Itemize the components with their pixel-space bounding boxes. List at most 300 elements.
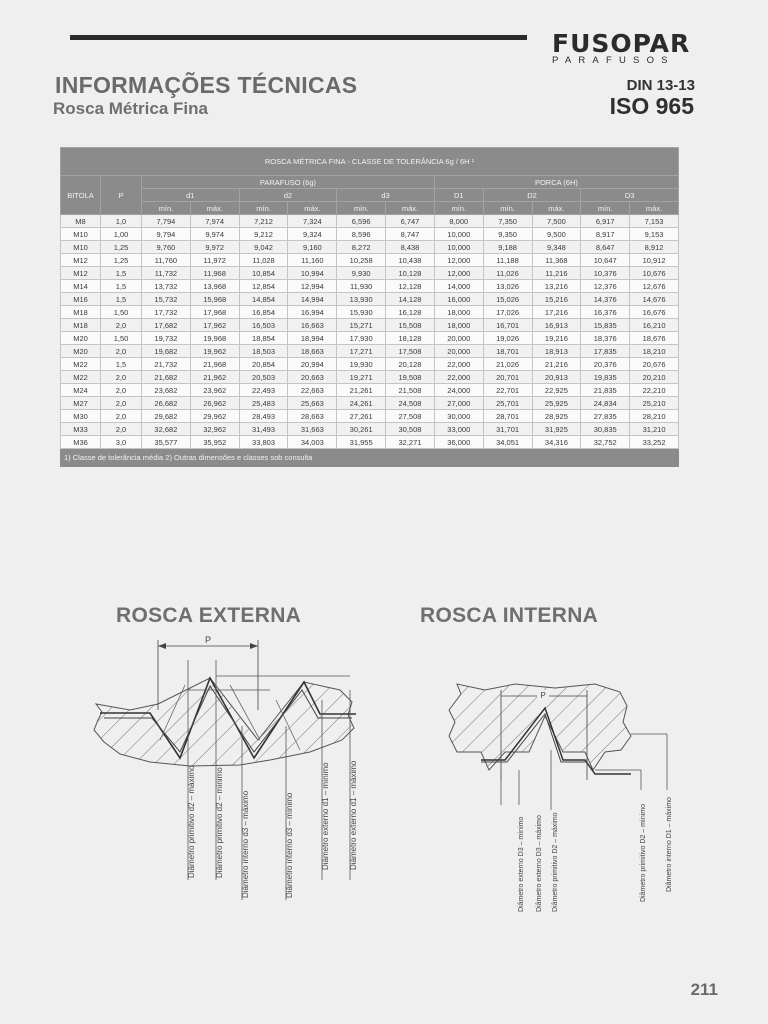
table-cell: M27: [61, 397, 101, 410]
table-cell: 17,732: [142, 306, 191, 319]
table-cell: 15,968: [190, 293, 239, 306]
table-cell: 32,962: [190, 423, 239, 436]
table-cell: 19,732: [142, 332, 191, 345]
table-cell: 18,000: [434, 306, 483, 319]
table-row: [61, 410, 679, 423]
table-cell: 18,128: [386, 332, 435, 345]
table-cell: 19,682: [142, 345, 191, 358]
table-row: [61, 306, 679, 319]
table-cell: 9,160: [288, 241, 337, 254]
table-cell: 20,128: [386, 358, 435, 371]
table-cell: 12,676: [630, 280, 679, 293]
table-cell: 34,316: [532, 436, 581, 449]
table-cell: 20,676: [630, 358, 679, 371]
table-cell: 16,994: [288, 306, 337, 319]
table-cell: 11,760: [142, 254, 191, 267]
table-cell: 9,974: [190, 228, 239, 241]
table-cell: 15,026: [483, 293, 532, 306]
dimension-label: Diâmetro externo D3 – máximo: [536, 815, 543, 912]
table-cell: 20,701: [483, 371, 532, 384]
table-cell: 17,835: [581, 345, 630, 358]
table-cell: 10,000: [434, 241, 483, 254]
table-cell: 15,930: [337, 306, 386, 319]
table-cell: 8,747: [386, 228, 435, 241]
table-cell: 13,968: [190, 280, 239, 293]
table-cell: M22: [61, 371, 101, 384]
table-cell: 26,962: [190, 397, 239, 410]
table-cell: 27,261: [337, 410, 386, 423]
table-cell: 6,917: [581, 215, 630, 228]
table-cell: 30,000: [434, 410, 483, 423]
table-cell: 17,508: [386, 345, 435, 358]
minmax-header: mín.: [337, 202, 386, 215]
table-cell: 19,835: [581, 371, 630, 384]
table-row: [61, 358, 679, 371]
table-cell: 9,212: [239, 228, 288, 241]
dimension-label: Diâmetro interno d3 – mínimo: [285, 792, 294, 898]
table-cell: 22,210: [630, 384, 679, 397]
table-cell: 17,271: [337, 345, 386, 358]
table-cell: 21,261: [337, 384, 386, 397]
table-cell: 20,913: [532, 371, 581, 384]
page-subtitle: Rosca Métrica Fina: [53, 99, 208, 118]
table-cell: 9,500: [532, 228, 581, 241]
table-cell: 32,271: [386, 436, 435, 449]
table-cell: 8,596: [337, 228, 386, 241]
table-cell: M24: [61, 384, 101, 397]
table-cell: 21,026: [483, 358, 532, 371]
table-cell: 22,000: [434, 358, 483, 371]
table-cell: 9,324: [288, 228, 337, 241]
table-cell: 7,212: [239, 215, 288, 228]
table-row: [61, 319, 679, 332]
table-cell: M22: [61, 358, 101, 371]
table-cell: 16,676: [630, 306, 679, 319]
table-row: [61, 293, 679, 306]
table-cell: 25,210: [630, 397, 679, 410]
table-cell: 35,577: [142, 436, 191, 449]
table-cell: M8: [61, 215, 101, 228]
table-cell: 18,701: [483, 345, 532, 358]
table-cell: 16,376: [581, 306, 630, 319]
pitch-label-internal: P: [540, 691, 546, 700]
table-cell: 27,508: [386, 410, 435, 423]
table-row: [61, 280, 679, 293]
table-cell: 18,663: [288, 345, 337, 358]
table-cell: M12: [61, 254, 101, 267]
table-cell: 6,747: [386, 215, 435, 228]
table-cell: 2,0: [101, 397, 142, 410]
table-cell: 27,000: [434, 397, 483, 410]
table-cell: 30,508: [386, 423, 435, 436]
table-cell: 20,210: [630, 371, 679, 384]
table-cell: 11,968: [190, 267, 239, 280]
table-cell: 11,368: [532, 254, 581, 267]
group-parafuso: PARAFUSO (6g): [142, 176, 435, 189]
minmax-header: mín.: [483, 202, 532, 215]
table-cell: 10,676: [630, 267, 679, 280]
minmax-header: mín.: [581, 202, 630, 215]
table-cell: 25,925: [532, 397, 581, 410]
hatched-bolt-section: [94, 678, 354, 766]
table-cell: 1,50: [101, 332, 142, 345]
minmax-header: mín.: [434, 202, 483, 215]
table-cell: 31,955: [337, 436, 386, 449]
table-cell: 31,701: [483, 423, 532, 436]
table-cell: 9,794: [142, 228, 191, 241]
table-cell: 10,376: [581, 267, 630, 280]
table-cell: M20: [61, 332, 101, 345]
table-cell: 19,508: [386, 371, 435, 384]
table-cell: 7,153: [630, 215, 679, 228]
table-cell: M10: [61, 228, 101, 241]
dimension-label: Diâmetro externo D3 – mínimo: [518, 816, 525, 912]
minmax-header: máx.: [190, 202, 239, 215]
table-cell: 2,0: [101, 384, 142, 397]
table-cell: 14,376: [581, 293, 630, 306]
table-row: [61, 254, 679, 267]
minmax-row: [61, 202, 679, 215]
table-cell: 16,854: [239, 306, 288, 319]
table-cell: 7,794: [142, 215, 191, 228]
sub-d2: d2: [239, 189, 337, 202]
table-cell: 27,835: [581, 410, 630, 423]
table-cell: 16,210: [630, 319, 679, 332]
table-cell: 8,272: [337, 241, 386, 254]
table-cell: 30,835: [581, 423, 630, 436]
dimension-label: Diâmetro externo d1 – máximo: [349, 760, 358, 870]
table-cell: 21,835: [581, 384, 630, 397]
sub-D3: D3: [581, 189, 679, 202]
thread-spec-table: [60, 147, 679, 467]
table-cell: 31,493: [239, 423, 288, 436]
table-cell: 15,732: [142, 293, 191, 306]
table-cell: 26,682: [142, 397, 191, 410]
dimension-label: Diâmetro primitivo D2 – mínimo: [640, 803, 647, 902]
table-cell: 11,028: [239, 254, 288, 267]
table-cell: 7,324: [288, 215, 337, 228]
table-cell: 20,854: [239, 358, 288, 371]
minmax-header: máx.: [532, 202, 581, 215]
table-cell: 7,500: [532, 215, 581, 228]
table-cell: 11,972: [190, 254, 239, 267]
table-cell: 21,732: [142, 358, 191, 371]
table-row: [61, 436, 679, 449]
table-cell: 34,003: [288, 436, 337, 449]
table-cell: 19,271: [337, 371, 386, 384]
minmax-header: máx.: [288, 202, 337, 215]
table-cell: M20: [61, 345, 101, 358]
table-cell: 16,913: [532, 319, 581, 332]
table-cell: 2,0: [101, 423, 142, 436]
standard-iso: ISO 965: [609, 93, 694, 119]
table-cell: 28,925: [532, 410, 581, 423]
table-cell: 2,0: [101, 345, 142, 358]
table-cell: 13,930: [337, 293, 386, 306]
table-cell: 8,647: [581, 241, 630, 254]
table-cell: 31,663: [288, 423, 337, 436]
table-cell: 13,026: [483, 280, 532, 293]
table-cell: 18,913: [532, 345, 581, 358]
table-cell: 11,930: [337, 280, 386, 293]
table-cell: 10,912: [630, 254, 679, 267]
table-cell: 9,760: [142, 241, 191, 254]
minmax-header: máx.: [386, 202, 435, 215]
table-cell: 28,493: [239, 410, 288, 423]
minmax-header: máx.: [630, 202, 679, 215]
table-cell: 12,376: [581, 280, 630, 293]
table-cell: 14,676: [630, 293, 679, 306]
table-cell: 10,854: [239, 267, 288, 280]
sub-d3: d3: [337, 189, 435, 202]
table-cell: 16,128: [386, 306, 435, 319]
table-cell: 25,483: [239, 397, 288, 410]
table-cell: 14,128: [386, 293, 435, 306]
table-cell: M16: [61, 293, 101, 306]
table-cell: 35,952: [190, 436, 239, 449]
table-cell: 14,854: [239, 293, 288, 306]
sub-d1: d1: [142, 189, 240, 202]
table-cell: 25,701: [483, 397, 532, 410]
table-cell: 20,376: [581, 358, 630, 371]
table-row: [61, 371, 679, 384]
table-cell: 21,968: [190, 358, 239, 371]
table-cell: 21,962: [190, 371, 239, 384]
table-cell: M36: [61, 436, 101, 449]
table-cell: 16,000: [434, 293, 483, 306]
table-cell: 32,752: [581, 436, 630, 449]
table-cell: 23,962: [190, 384, 239, 397]
table-row: [61, 215, 679, 228]
table-cell: 21,682: [142, 371, 191, 384]
table-cell: M30: [61, 410, 101, 423]
table-cell: 9,348: [532, 241, 581, 254]
table-cell: 12,854: [239, 280, 288, 293]
page-number: 211: [690, 980, 718, 999]
table-footnote: 1) Classe de tolerância média 2) Outras dimensões e classes sob consulta: [61, 449, 679, 467]
table-cell: 1,0: [101, 215, 142, 228]
brand-subtitle: PARAFUSOS: [552, 55, 675, 66]
table-row: [61, 332, 679, 345]
external-thread-title: ROSCA EXTERNA: [116, 604, 302, 627]
table-cell: 11,216: [532, 267, 581, 280]
table-row: [61, 384, 679, 397]
minmax-header: mín.: [142, 202, 191, 215]
table-cell: M18: [61, 319, 101, 332]
col-bitola: BITOLA: [61, 176, 101, 215]
table-cell: 8,000: [434, 215, 483, 228]
table-cell: 18,676: [630, 332, 679, 345]
table-cell: 17,930: [337, 332, 386, 345]
table-cell: 22,000: [434, 371, 483, 384]
table-cell: 19,962: [190, 345, 239, 358]
table-cell: 1,5: [101, 358, 142, 371]
table-row: [61, 267, 679, 280]
table-cell: 18,503: [239, 345, 288, 358]
table-cell: 16,701: [483, 319, 532, 332]
table-row: [61, 228, 679, 241]
table-title: ROSCA MÉTRICA FINA - CLASSE DE TOLERÂNCIA 6g / 6H ¹: [61, 148, 679, 176]
table-cell: 36,000: [434, 436, 483, 449]
table-cell: 15,271: [337, 319, 386, 332]
table-cell: 10,994: [288, 267, 337, 280]
brand-name: FUSOPAR: [552, 29, 691, 58]
table-cell: 29,682: [142, 410, 191, 423]
table-cell: 18,000: [434, 319, 483, 332]
table-cell: 19,930: [337, 358, 386, 371]
table-cell: 1,25: [101, 241, 142, 254]
table-cell: 9,188: [483, 241, 532, 254]
table-cell: 18,854: [239, 332, 288, 345]
dimension-label: Diâmetro interno d3 – máximo: [241, 790, 250, 898]
table-cell: 31,925: [532, 423, 581, 436]
table-cell: 10,647: [581, 254, 630, 267]
table-cell: 19,216: [532, 332, 581, 345]
table-cell: 22,925: [532, 384, 581, 397]
table-cell: 20,000: [434, 332, 483, 345]
table-cell: 16,503: [239, 319, 288, 332]
table-cell: 22,701: [483, 384, 532, 397]
table-cell: 15,508: [386, 319, 435, 332]
table-cell: 9,930: [337, 267, 386, 280]
dimension-label: Diâmetro externo d1 – mínimo: [321, 762, 330, 870]
table-cell: M18: [61, 306, 101, 319]
table-cell: 29,962: [190, 410, 239, 423]
table-cell: 33,803: [239, 436, 288, 449]
table-cell: 17,216: [532, 306, 581, 319]
table-cell: 8,917: [581, 228, 630, 241]
table-cell: 28,210: [630, 410, 679, 423]
table-cell: 8,438: [386, 241, 435, 254]
table-cell: 12,000: [434, 267, 483, 280]
table-cell: 3,0: [101, 436, 142, 449]
table-cell: 20,663: [288, 371, 337, 384]
table-cell: 22,493: [239, 384, 288, 397]
pitch-label: P: [204, 635, 212, 645]
table-cell: 18,210: [630, 345, 679, 358]
table-cell: 19,026: [483, 332, 532, 345]
table-cell: 11,188: [483, 254, 532, 267]
page-title: INFORMAÇÕES TÉCNICAS: [55, 72, 358, 98]
table-cell: 11,732: [142, 267, 191, 280]
table-cell: 17,962: [190, 319, 239, 332]
table-cell: 2,0: [101, 319, 142, 332]
table-cell: 21,216: [532, 358, 581, 371]
table-cell: 10,438: [386, 254, 435, 267]
table-cell: 9,153: [630, 228, 679, 241]
table-cell: 2,0: [101, 371, 142, 384]
external-thread-diagram: [90, 630, 390, 910]
table-cell: 9,350: [483, 228, 532, 241]
table-cell: 17,968: [190, 306, 239, 319]
table-cell: 33,252: [630, 436, 679, 449]
brand-logo: [552, 30, 692, 66]
table-cell: M33: [61, 423, 101, 436]
table-cell: 12,994: [288, 280, 337, 293]
table-cell: 30,261: [337, 423, 386, 436]
table-cell: 10,128: [386, 267, 435, 280]
group-porca: PORCA (6H): [434, 176, 678, 189]
table-cell: 31,210: [630, 423, 679, 436]
table-cell: 33,000: [434, 423, 483, 436]
table-cell: 14,000: [434, 280, 483, 293]
sub-D1: D1: [434, 189, 483, 202]
table-cell: 11,026: [483, 267, 532, 280]
table-cell: 1,5: [101, 267, 142, 280]
table-cell: 6,596: [337, 215, 386, 228]
table-cell: 15,835: [581, 319, 630, 332]
table-cell: 9,972: [190, 241, 239, 254]
table-cell: 1,5: [101, 293, 142, 306]
table-cell: 10,000: [434, 228, 483, 241]
dimension-label: Diâmetro primitivo D2 – máximo: [552, 812, 559, 912]
table-cell: 14,994: [288, 293, 337, 306]
table-cell: 1,5: [101, 280, 142, 293]
table-cell: 13,216: [532, 280, 581, 293]
table-row: [61, 423, 679, 436]
header-rule: [70, 35, 527, 40]
internal-thread-title: ROSCA INTERNA: [420, 604, 599, 627]
table-cell: 25,663: [288, 397, 337, 410]
table-cell: 21,508: [386, 384, 435, 397]
table-cell: 13,732: [142, 280, 191, 293]
table-cell: 20,503: [239, 371, 288, 384]
dimension-label: Diâmetro primitivo d2 – máximo: [187, 765, 196, 878]
table-cell: 18,376: [581, 332, 630, 345]
table-cell: 18,994: [288, 332, 337, 345]
table-cell: M12: [61, 267, 101, 280]
table-cell: 15,216: [532, 293, 581, 306]
table-cell: 1,25: [101, 254, 142, 267]
internal-thread-diagram: [445, 670, 675, 910]
minmax-header: mín.: [239, 202, 288, 215]
table-cell: 17,026: [483, 306, 532, 319]
table-cell: 28,701: [483, 410, 532, 423]
table-cell: 2,0: [101, 410, 142, 423]
table-cell: 28,663: [288, 410, 337, 423]
dimension-label: Diâmetro interno D1 – máximo: [666, 797, 673, 892]
table-cell: 24,261: [337, 397, 386, 410]
table-cell: 17,682: [142, 319, 191, 332]
table-row: [61, 345, 679, 358]
table-cell: 23,682: [142, 384, 191, 397]
table-cell: 10,258: [337, 254, 386, 267]
table-cell: 9,042: [239, 241, 288, 254]
dimension-label: Diâmetro primitivo d2 – mínimo: [215, 767, 224, 878]
table-cell: M14: [61, 280, 101, 293]
table-cell: 7,350: [483, 215, 532, 228]
table-cell: 20,994: [288, 358, 337, 371]
table-cell: 22,663: [288, 384, 337, 397]
table-cell: 20,000: [434, 345, 483, 358]
table-cell: 34,051: [483, 436, 532, 449]
table-cell: 19,968: [190, 332, 239, 345]
col-pitch: P: [101, 176, 142, 215]
table-cell: 11,160: [288, 254, 337, 267]
table-cell: 24,508: [386, 397, 435, 410]
table-cell: 12,000: [434, 254, 483, 267]
table-cell: 12,128: [386, 280, 435, 293]
table-cell: M10: [61, 241, 101, 254]
table-cell: 1,50: [101, 306, 142, 319]
standard-din: DIN 13-13: [626, 77, 695, 94]
table-cell: 32,682: [142, 423, 191, 436]
table-cell: 7,974: [190, 215, 239, 228]
table-cell: 8,912: [630, 241, 679, 254]
table-cell: 24,000: [434, 384, 483, 397]
table-cell: 1,00: [101, 228, 142, 241]
table-cell: 24,834: [581, 397, 630, 410]
